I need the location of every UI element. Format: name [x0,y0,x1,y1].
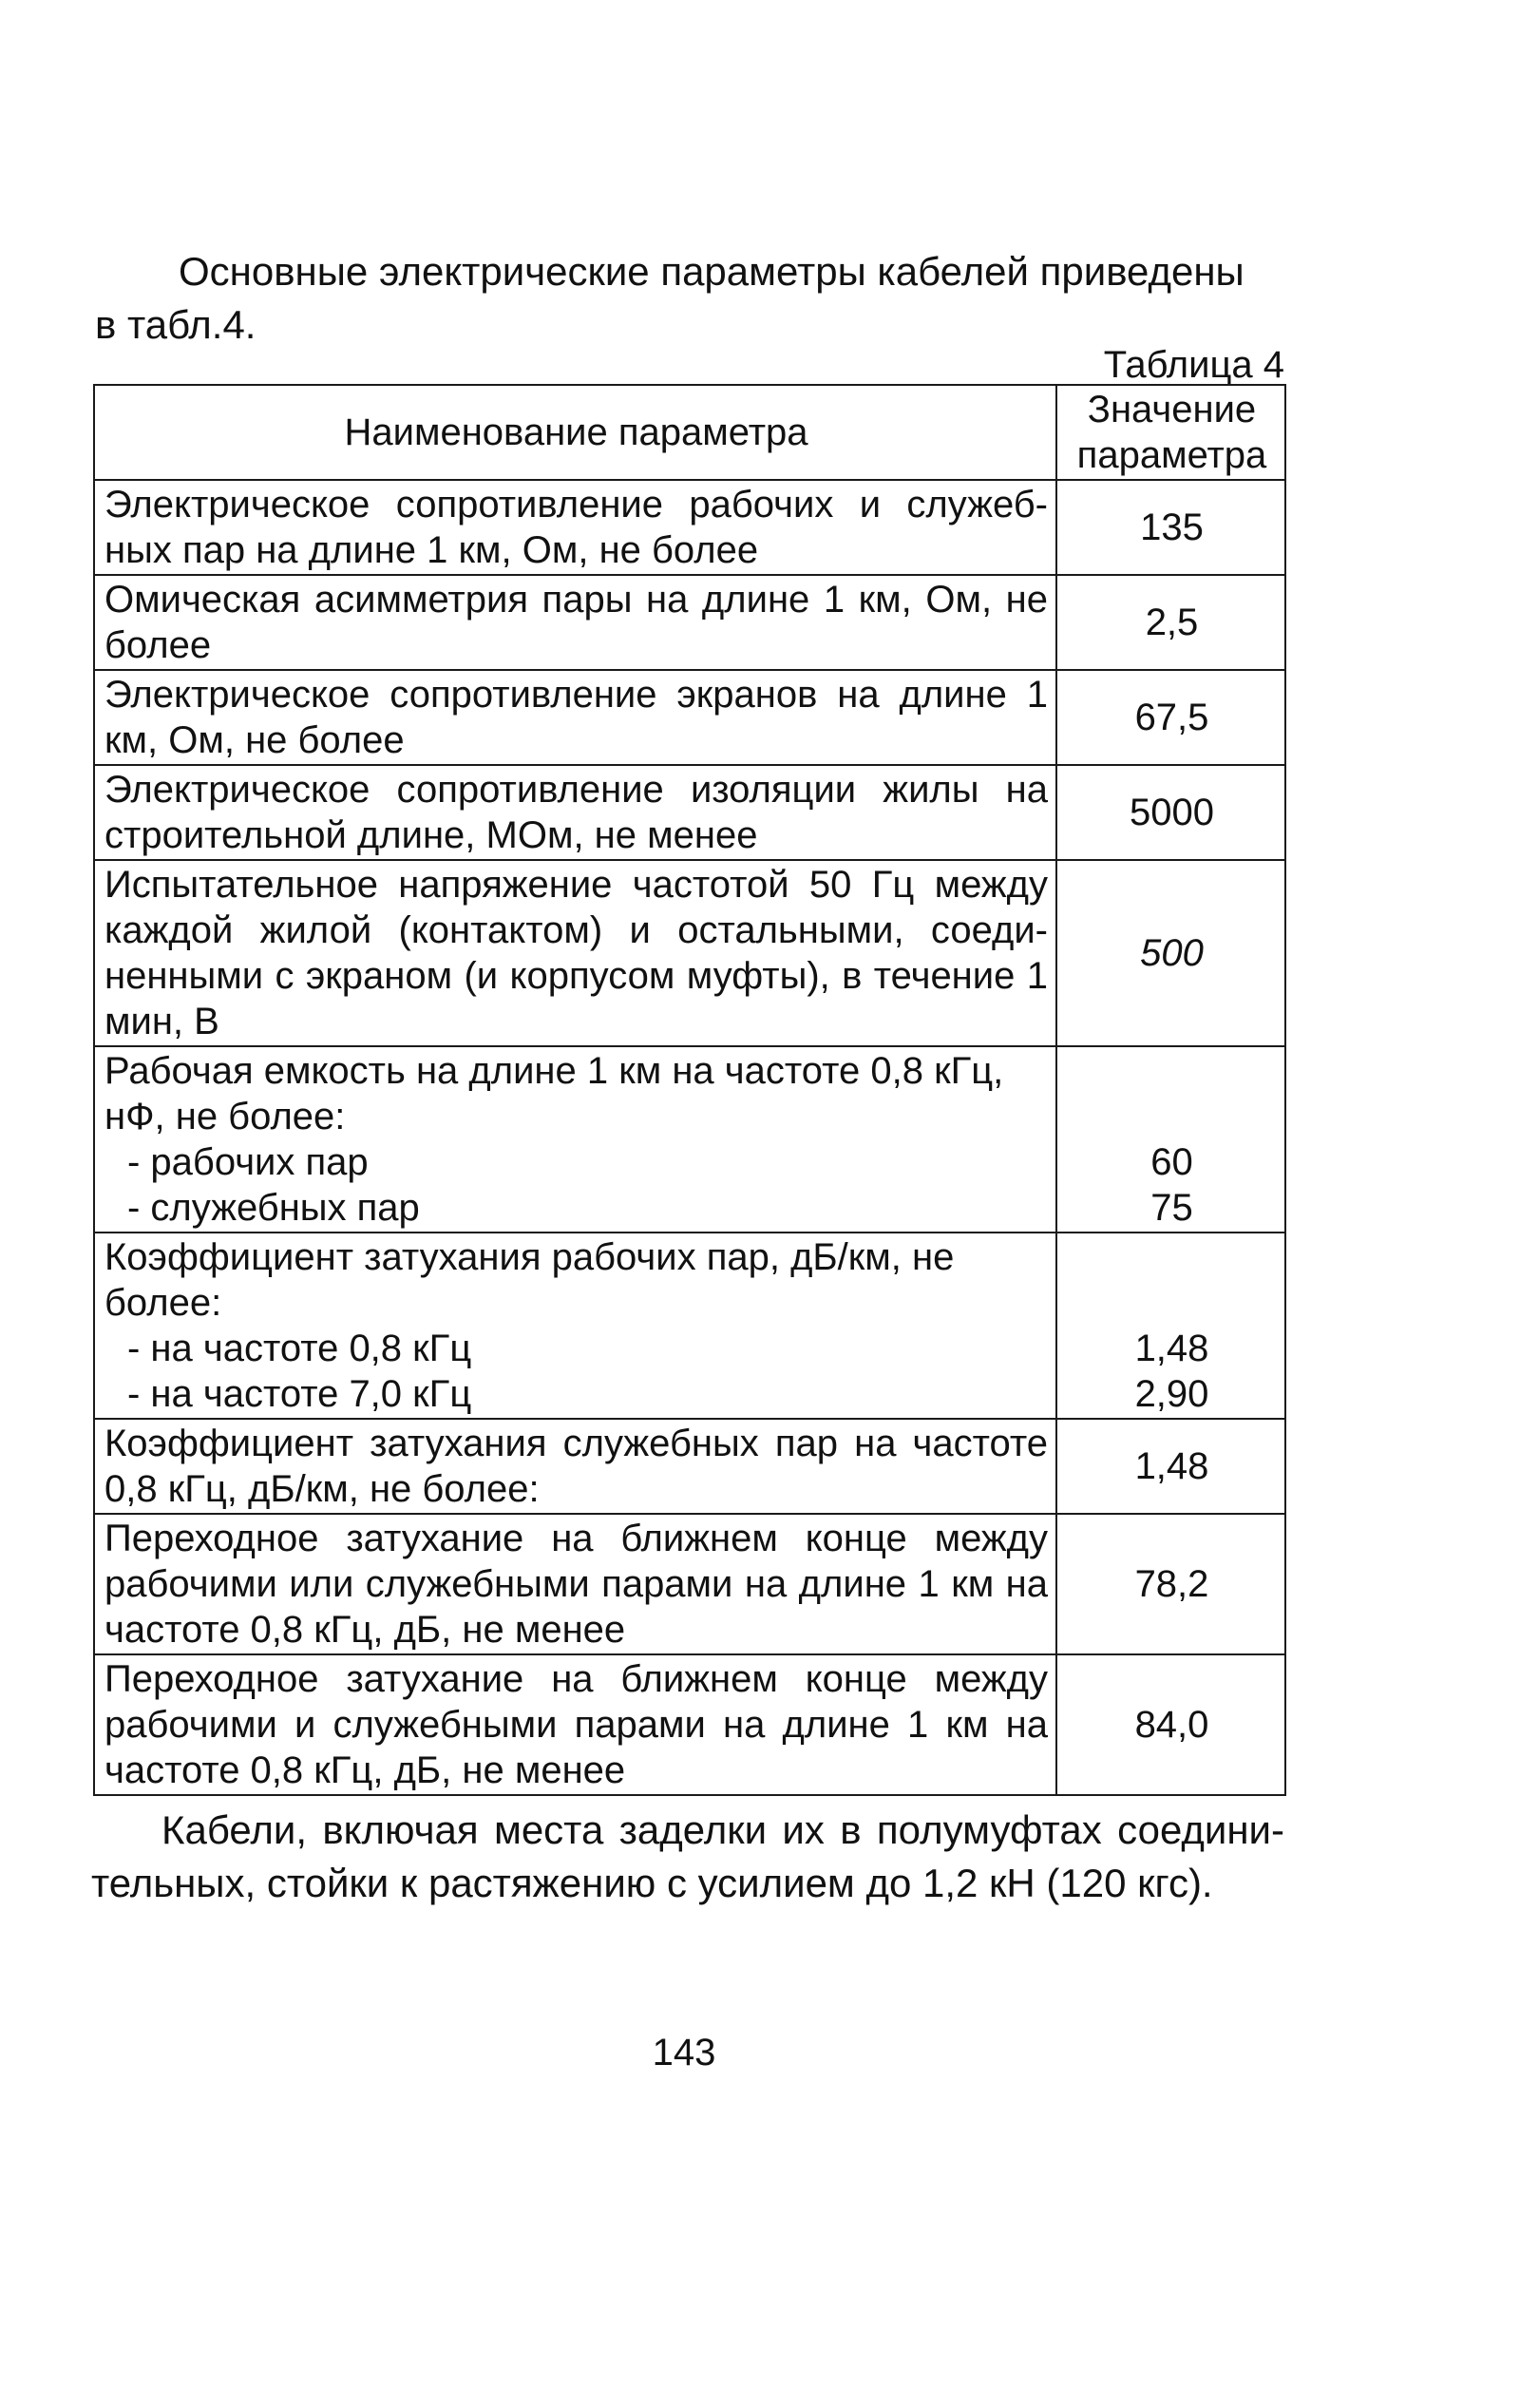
page-number: 143 [652,2032,716,2074]
row-subitem-value: 60 [1150,1141,1193,1183]
table-row [94,1419,1285,1514]
table-row [94,1514,1285,1654]
table-row [94,860,1285,1046]
row-parameter-name: Испытательное напряжение частотой 50 Гц между каждой жилой (контактом) и остальными, соеди-ненными с экраном (и корпусом муфты), в течение 1 мин, В [94,860,1056,1046]
row-parameter-name: Коэффициент затухания служебных пар на частоте 0,8 кГц, дБ/км, не более: [94,1419,1056,1514]
row-parameter-value: 78,2 [1056,1514,1285,1654]
row-parameter-value [1056,1233,1285,1419]
table-row [94,765,1285,860]
header-value-line-1: Значение [1087,389,1257,430]
row-subitem-label: - служебных пар [127,1187,420,1229]
row-parameter-value: 1,48 [1056,1419,1285,1514]
row-parameter-name [94,1233,1056,1419]
row-subitem-value: 1,48 [1134,1328,1209,1369]
row-parameter-name [94,1046,1056,1233]
table-row [94,480,1285,575]
row-subitem-label: - рабочих пар [127,1141,369,1183]
row-subitem-label: - на частоте 0,8 кГц [127,1328,472,1369]
row-parameter-value: 2,5 [1056,575,1285,670]
row-parameter-name: Омическая асимметрия пары на длине 1 км, Ом, не более [94,575,1056,670]
row-parameter-title: Рабочая емкость на длине 1 км на частоте 0,8 кГц, нФ, не более: [104,1050,1004,1137]
table-header-row [94,385,1285,480]
header-parameter-value [1056,385,1285,480]
table-row [94,670,1285,765]
table-row [94,1654,1285,1795]
row-parameter-value: 135 [1056,480,1285,575]
row-parameter-value: 67,5 [1056,670,1285,765]
row-parameter-title: Коэффициент затухания рабочих пар, дБ/км, не более: [104,1236,955,1324]
row-parameter-name: Переходное затухание на ближнем конце между рабочими или служебными парами на длине 1 км на частоте 0,8 кГц, дБ, не менее [94,1514,1056,1654]
table-caption: Таблица 4 [1103,344,1284,386]
row-parameter-value: 84,0 [1056,1654,1285,1795]
row-parameter-name: Электрическое сопротивление экранов на длине 1 км, Ом, не более [94,670,1056,765]
row-subitem-label: - на частоте 7,0 кГц [127,1373,472,1415]
table-row [94,575,1285,670]
parameters-table [93,384,1286,1796]
row-parameter-name: Переходное затухание на ближнем конце между рабочими и служебными парами на длине 1 км на частоте 0,8 кГц, дБ, не менее [94,1654,1056,1795]
row-subitem-value: 2,90 [1134,1373,1209,1415]
header-value-line-2: параметра [1076,434,1267,476]
table-row [94,1233,1285,1419]
row-parameter-value: 5000 [1056,765,1285,860]
row-subitem-value: 75 [1150,1187,1193,1229]
intro-paragraph: Основные электрические параметры кабелей приведены в табл.4. [95,249,1244,347]
row-parameter-name: Электрическое сопротивление рабочих и служеб-ных пар на длине 1 км, Ом, не более [94,480,1056,575]
outro-paragraph: Кабели, включая места заделки их в полумуфтах соедини-тельных, стойки к растяжению с усилием до 1,2 кН (120 кгс). [91,1807,1284,1905]
row-parameter-value [1056,1046,1285,1233]
header-parameter-name: Наименование параметра [94,385,1056,480]
table-row [94,1046,1285,1233]
row-parameter-name: Электрическое сопротивление изоляции жилы на строительной длине, МОм, не менее [94,765,1056,860]
row-parameter-value: 500 [1056,860,1285,1046]
